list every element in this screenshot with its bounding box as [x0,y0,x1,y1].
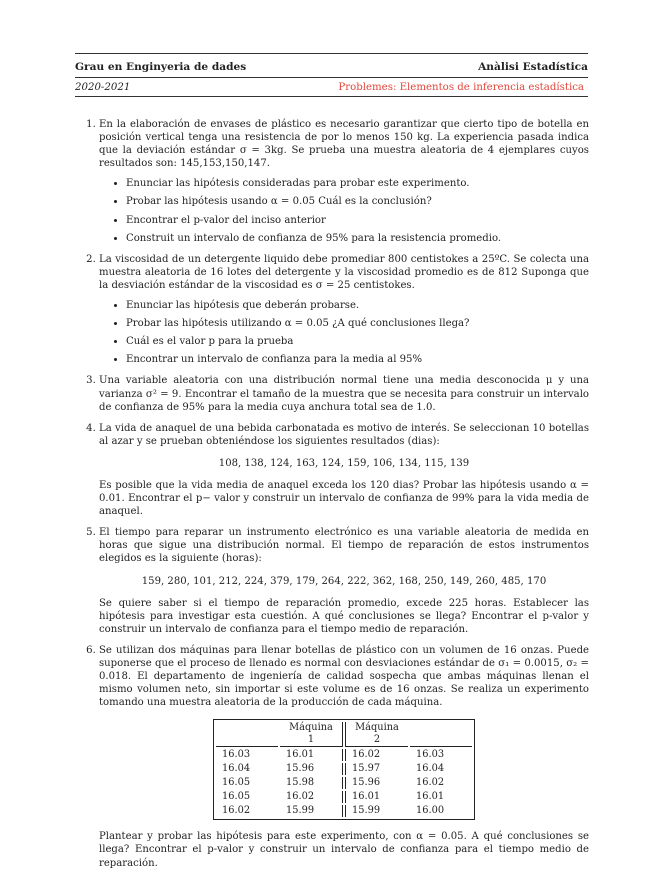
problem-4 [99,422,589,519]
problem-3-statement: 3. Una variable aleatoria con una distribución normal tiene una media desconocida μ y una varianza σ² = 9. Encontrar el tamaño de la muestra que se necesita para construir un intervalo de confianza de 95% para la media cuya anchura total sea de 1.0. [99,375,589,413]
table-cell: 15.97 [345,763,408,775]
problem-4-question: Es posible que la vida media de anaquel exceda los 120 dias? Probar las hipótesis usando α = 0.01. Encontrar el p− valor y construir un intervalo de confianza de 99% para la vida media de anaquel. [99,479,589,518]
table-cell: 16.02 [222,805,251,817]
table-row [216,763,472,775]
table-cell: 16.05 [222,791,251,803]
problem-1-tasks [99,177,589,244]
problem-5-data: 159, 280, 101, 212, 224, 379, 179, 264, 222, 362, 168, 250, 149, 260, 485, 170 [141,575,547,587]
table-cell: 16.03 [222,749,251,761]
machine-1-header: Máquina 1 [280,722,343,747]
problem-3 [99,374,589,413]
table-cell: 15.99 [280,805,343,817]
problem-2-tasks [99,299,589,366]
problem-1-task: • Probar las hipótesis usando α = 0.05 Cuál es la conclusión? [126,195,589,208]
table-cell: 16.02 [345,749,408,761]
program-title: Grau en Enginyeria de dades [75,61,247,73]
table-header-spacer [410,722,472,747]
table-cell: 16.01 [345,791,408,803]
problem-1 [99,118,589,245]
table-header-spacer [216,722,278,747]
table-cell: 16.04 [222,763,251,775]
table-cell: 16.02 [280,791,343,803]
problem-2-task: • Probar las hipótesis utilizando α = 0.05 ¿A qué conclusiones llega? [126,317,589,330]
table-cell: 16.02 [416,777,445,789]
problem-4-data: 108, 138, 124, 163, 124, 159, 106, 134, 115, 139 [218,457,470,469]
table-row [216,749,472,761]
table-cell: 16.01 [280,749,343,761]
header-mid-rule [75,77,588,78]
problem-4-statement: 4. La vida de anaquel de una bebida carbonatada es motivo de interés. Se seleccionan 10 botellas al azar y se prueban obteniéndose los siguientes resultados (dias): [99,422,589,447]
header-bottom-rule [75,96,588,97]
table-row [216,777,472,789]
problem-2-task: • Encontrar un intervalo de confianza para la media al 95% [126,353,589,366]
problem-2-task: • Enunciar las hipótesis que deberán probarse. [126,299,589,312]
header-top-rule [75,53,588,54]
problem-2 [99,253,589,367]
problem-list-container [84,118,589,878]
table-cell: 16.05 [222,777,251,789]
table-cell: 15.96 [280,763,343,775]
problem-5 [99,526,589,636]
problem-1-task: • Construit un intervalo de confianza de 95% para la resistencia promedio. [126,232,589,245]
problem-6-statement: 6. Se utilizan dos máquinas para llenar botellas de plástico con un volumen de 16 onzas. Puede suponerse que el proceso de llenado es normal con desviaciones estándar de σ₁ = 0.0015, σ₂ = 0.018. El departamento de ingeniería de calidad sospecha que ambas máquinas llenan el mismo volumen neto, sin importar si este volume es de 16 onzas. Se realiza un experimento tomando una muestra aleatoria de la producción de cada máquina. [99,644,589,709]
machine-fill-table [213,719,475,820]
table-cell: 16.03 [416,749,445,761]
problem-2-task: • Cuál es el valor p para la prueba [126,335,589,348]
problem-2-statement: 2. La viscosidad de un detergente liquido debe promediar 800 centistokes a 25ºC. Se colecta una muestra aleatoria de 16 lotes del detergente y la viscosidad promedio es de 812 Suponga que la desviación estándar de la viscosidad es σ = 25 centistokes. [99,253,589,291]
table-cell: 16.04 [416,763,445,775]
problem-1-task: • Encontrar el p-valor del inciso anterior [126,214,589,227]
table-cell: 16.01 [416,791,445,803]
problem-set-topic: Problemes: Elementos de inferencia estadística [338,82,584,93]
academic-year: 2020-2021 [75,82,131,93]
problem-5-statement: 5. El tiempo para reparar un instrumento electrónico es una variable aleatoria de medida en horas que sigue una distribución normal. El tiempo de reparación de estos instrumentos elegidos es la siguiente (horas): [99,527,589,565]
table-cell: 15.96 [345,777,408,789]
table-row [216,805,472,817]
table-cell: 15.98 [280,777,343,789]
table-row [216,791,472,803]
problem-5-question: Se quiere saber si el tiempo de reparación promedio, excede 225 horas. Establecer las hipótesis para investigar esta cuestión. A qué conclusiones se llega? Encontrar el p-valor y construir un intervalo de confianza para el tiempo medio de reparación. [99,597,589,635]
problem-list [84,118,589,870]
machine-2-header: Máquina 2 [345,722,408,747]
problem-1-statement: 1. En la elaboración de envases de plástico es necesario garantizar que cierto tipo de botella en posición vertical tenga una resistencia de por lo menos 150 kg. La experiencia pasada indica que la deviación estándar σ = 3kg. Se prueba una muestra aleatoria de 4 ejemplares cuyos resultados son: 145,153,150,147. [99,119,589,170]
problem-6 [99,644,589,870]
course-title: Anàlisi Estadística [478,61,588,73]
table-cell: 15.99 [345,805,408,817]
problem-6-question: Plantear y probar las hipótesis para este experimento, con α = 0.05. A qué conclusiones se llega? Encontrar el p-valor y construir un intervalo de confianza para el tiempo medio de reparación. [99,831,589,869]
table-cell: 16.00 [416,805,445,817]
problem-1-task: • Enunciar las hipótesis consideradas para probar este experimento. [126,177,589,190]
